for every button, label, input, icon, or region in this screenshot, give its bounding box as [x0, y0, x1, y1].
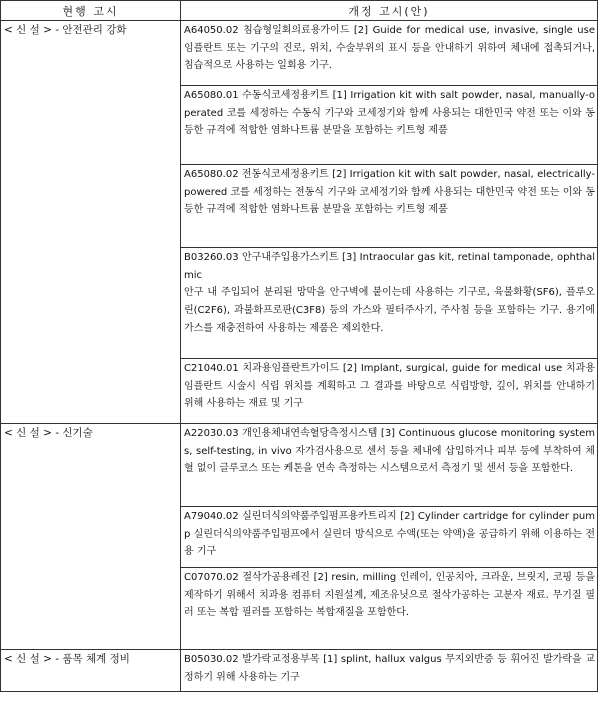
item-b05030: B05030.02 발가락교정용부목 [1] splint, hallux valgus 무지외반증 등 휘어진 발가락을 교정하기 위해 사용하는 기구 [181, 650, 598, 692]
item-c07070: C07070.02 절삭가공용레진 [2] resin, milling 인레이, 인공치아, 크라운, 브릿지, 코핑 등을 제작하기 위해서 치과용 컴퓨터 지원설계, 제조유닛으로 절삭가공하는 고분자 재료. 무기질 필러 또는 복합 필러를 포함하는 복합재질을 포함한다. [181, 568, 598, 650]
revised-notice-header: 개정 고시(안) [181, 1, 598, 21]
table-row [1, 21, 598, 86]
item-c21040: C21040.01 치과용임플란트가이드 [2] Implant, surgical, guide for medical use 치과용임플란트 시술시 식립 위치를 계획하고 그 결과를 바탕으로 식립방향, 깊이, 위치를 안내하기 위해 사용하는 재료 및 기구 [181, 359, 598, 424]
current-notice-header: 현행 고시 [1, 1, 181, 21]
table-row [1, 424, 598, 507]
item-a22030: A22030.03 개인용체내연속혈당측정시스템 [3] Continuous glucose monitoring systems, self-testing, in vivo 자가검사용으로 센서 등을 체내에 삽입하거나 피부 등에 부착하여 체혈 없이 글루코스 또는 케톤을 연속 측정하는 시스템으로서 측정기 및 센서 등을 포함한다. [181, 424, 598, 507]
group-label-new-tech: < 신 설 > - 신기술 [1, 424, 181, 650]
item-a79040: A79040.02 실린더식의약품주입펌프용카트리지 [2] Cylinder cartridge for cylinder pump 실린더식의약품주입펌프에서 실린더 방식으로 수액(또는 약액)을 공급하기 위해 이용하는 전용 기구 [181, 507, 598, 568]
item-a65080-01: A65080.01 수동식코세정용키트 [1] Irrigation kit with salt powder, nasal, manually-operated 코를 세정하는 수동식 기구와 코세정기와 함께 사용되는 대한민국 약전 또는 이와 동등한 규격에 적합한 염화나트륨 분말을 포함하는 키트형 제품 [181, 86, 598, 165]
item-a64050: A64050.02 침습형일회의료용가이드 [2] Guide for medical use, invasive, single use 임플란트 또는 기구의 진로, 위치, 수술부위의 표시 등을 안내하기 위하여 체내에 접촉되거나, 침습적으로 사용하는 일회용 기구. [181, 21, 598, 86]
group-label-safety: < 신 설 > - 안전관리 강화 [1, 21, 181, 424]
group-label-classification: < 신 설 > - 품목 체계 정비 [1, 650, 181, 692]
table-header-row [1, 1, 598, 21]
table-row [1, 650, 598, 692]
item-a65080-02: A65080.02 전동식코세정용키트 [2] Irrigation kit with salt powder, nasal, electrically-powered 코를 세정하는 전동식 기구와 코세정기와 함께 사용되는 대한민국 약전 또는 이와 동등한 규격에 적합한 염화나트륨 분말을 포함하는 키트형 제품 [181, 165, 598, 248]
item-b03260: B03260.03 안구내주입용가스키트 [3] Intraocular gas kit, retinal tamponade, ophthalmic 안구 내 주입되어 분리된 망막을 안구벽에 붙이는데 사용하는 기구로, 육불화황(SF6), 플루오린(C2F6), 과불화프로판(C3F8) 등의 가스와 필터주사기, 주사침 등을 포함하는 기구. 용기에 가스를 재충전하여 사용하는 제품은 제외한다. [181, 248, 598, 359]
